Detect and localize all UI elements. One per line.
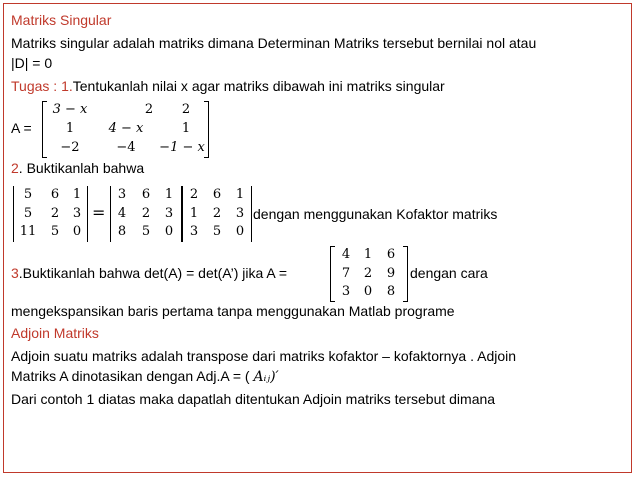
task-1-text: Tentukanlah nilai x agar matriks dibawah ini matriks singular — [72, 78, 445, 94]
determinant-cell: 5 — [50, 224, 60, 239]
matrix-3-row — [330, 266, 408, 284]
matrix-3-cell: 4 — [341, 247, 351, 262]
matrix-a-cell: 1 — [181, 121, 191, 136]
task-1-number: 1. — [61, 78, 73, 94]
determinant-cell: 8 — [117, 224, 127, 239]
task-3-number: 3 — [11, 265, 19, 281]
section-title-adjoin-matriks: Adjoin Matriks — [11, 325, 99, 341]
determinant-cell: 1 — [164, 187, 174, 202]
matrix-3 — [330, 246, 408, 302]
determinant-cell: 1 — [189, 206, 199, 221]
determinant-cell: 1 — [72, 187, 82, 202]
determinant-row — [182, 187, 252, 205]
task-3-suffix: dengan cara — [410, 265, 488, 281]
definition-line-2: |D| = 0 — [11, 55, 53, 71]
task-2-number: 2 — [11, 160, 19, 176]
matrix-a-cell: −4 — [116, 140, 136, 155]
task-2-suffix: dengan menggunakan Kofaktor matriks — [253, 206, 498, 222]
determinant-cell: 3 — [164, 206, 174, 221]
matrix-a-cell: −1 − x — [159, 140, 205, 155]
determinant-cell: 5 — [23, 206, 33, 221]
task-3-line-2: mengekspansikan baris pertama tanpa menggunakan Matlab programe — [11, 303, 455, 319]
matrix-3-row — [330, 284, 408, 302]
determinant-cell: 5 — [23, 187, 33, 202]
determinant-cell: 5 — [212, 224, 222, 239]
determinant-cell: 2 — [189, 187, 199, 202]
matrix-3-row — [330, 247, 408, 265]
determinant-cell: 6 — [50, 187, 60, 202]
equals-sign: = — [92, 203, 106, 222]
determinant-cell: 2 — [50, 206, 60, 221]
matrix-a-cell: 3 − x — [52, 102, 88, 117]
determinant-row — [13, 206, 88, 224]
determinant-right — [182, 186, 252, 242]
definition-line-1: Matriks singular adalah matriks dimana Determinan Matriks tersebut bernilai nol atau — [11, 35, 537, 51]
determinant-row — [13, 187, 88, 205]
determinant-row — [110, 187, 182, 205]
determinant-middle — [110, 186, 182, 242]
determinant-cell: 3 — [117, 187, 127, 202]
matrix-3-cell: 6 — [386, 247, 396, 262]
determinant-cell: 2 — [141, 206, 151, 221]
matrix-a-row — [42, 121, 209, 139]
determinant-cell: 11 — [19, 224, 37, 239]
task-2-line — [11, 160, 144, 177]
task-label: Tugas : — [11, 78, 62, 94]
determinant-cell: 5 — [141, 224, 151, 239]
adjoin-line-3: Dari contoh 1 diatas maka dapatlah ditentukan Adjoin matriks tersebut dimana — [11, 391, 496, 407]
determinant-row — [182, 206, 252, 224]
matrix-3-cell: 7 — [341, 266, 351, 281]
matrix-3-cell: 3 — [341, 284, 351, 299]
determinant-cell: 4 — [117, 206, 127, 221]
determinant-row — [110, 224, 182, 242]
matrix-a-cell: −2 — [60, 140, 80, 155]
determinant-row — [110, 206, 182, 224]
task-1-line — [11, 78, 445, 95]
determinant-cell: 3 — [72, 206, 82, 221]
matrix-a — [42, 101, 209, 158]
determinant-left — [13, 186, 88, 242]
task-3-text: .Buktikanlah bahwa det(A) = det(A’) jika A = — [18, 265, 288, 281]
determinant-cell: 3 — [189, 224, 199, 239]
adjoin-math-expression: Aᵢⱼ)′ — [253, 369, 279, 385]
matrix-a-row — [42, 140, 209, 158]
determinant-row — [13, 224, 88, 242]
adjoin-line-2 — [11, 368, 279, 386]
adjoin-line-1: Adjoin suatu matriks adalah transpose dari matriks kofaktor – kofaktornya . Adjoin — [11, 348, 517, 364]
section-title-matriks-singular: Matriks Singular — [11, 12, 112, 28]
matrix-3-cell: 2 — [363, 266, 373, 281]
adjoin-line-2-text: Matriks A dinotasikan dengan Adj.A = ( — [11, 368, 254, 384]
matrix-a-label: A = — [11, 120, 32, 136]
matrix-3-cell: 0 — [363, 284, 373, 299]
matrix-a-cell: 2 — [144, 102, 154, 117]
determinant-cell: 6 — [212, 187, 222, 202]
task-2-text: . Buktikanlah bahwa — [18, 160, 145, 176]
matrix-a-cell: 4 − x — [108, 121, 144, 136]
matrix-3-cell: 9 — [386, 266, 396, 281]
determinant-cell: 6 — [141, 187, 151, 202]
determinant-row — [182, 224, 252, 242]
matrix-a-cell: 1 — [65, 121, 75, 136]
determinant-cell: 3 — [235, 206, 245, 221]
matrix-a-cell: 2 — [181, 102, 191, 117]
determinant-cell: 1 — [235, 187, 245, 202]
matrix-3-cell: 8 — [386, 284, 396, 299]
matrix-a-row — [42, 102, 209, 120]
determinant-cell: 0 — [164, 224, 174, 239]
task-3-line — [11, 265, 287, 282]
determinant-cell: 2 — [212, 206, 222, 221]
determinant-cell: 0 — [72, 224, 82, 239]
determinant-cell: 0 — [235, 224, 245, 239]
matrix-3-cell: 1 — [363, 247, 373, 262]
